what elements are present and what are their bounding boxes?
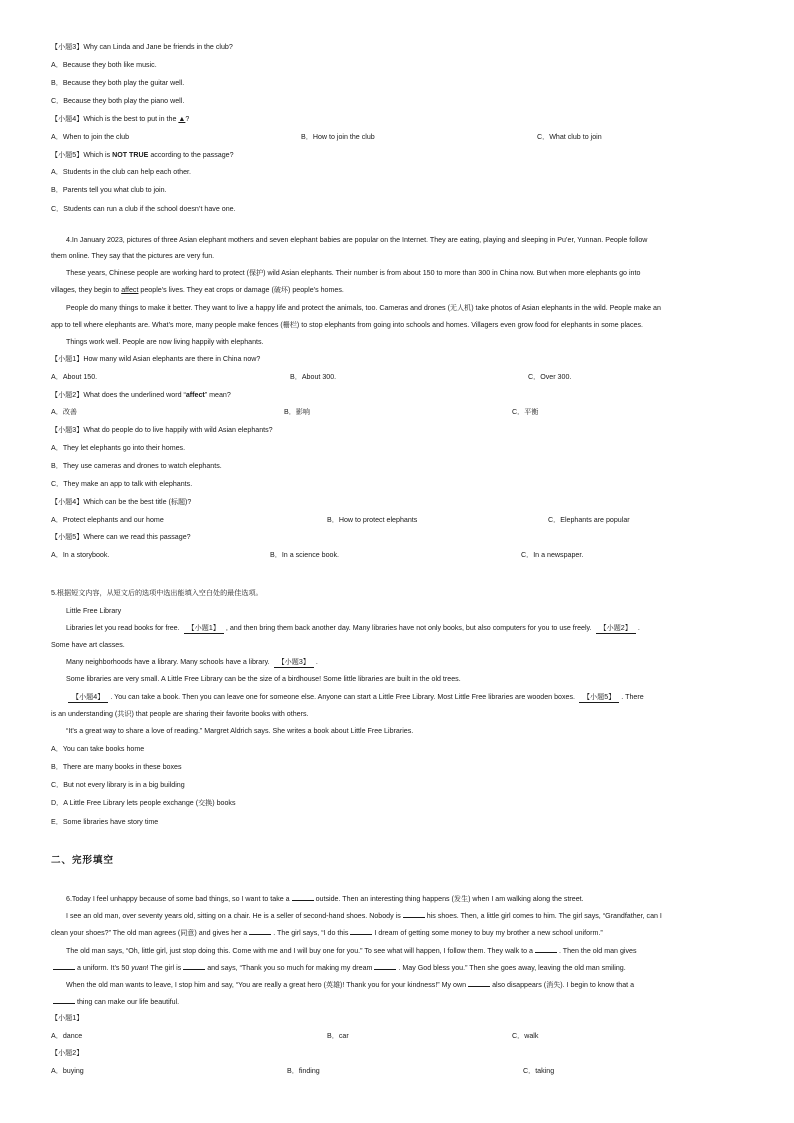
q3-sub4-option-a: A．When to join the club: [51, 133, 130, 141]
q3-sub3-option-a: A．Because they both like music.: [51, 61, 157, 69]
q4-sub5-option-b: B．In a science book.: [270, 551, 340, 559]
q6-passage-line: The old man says, “Oh, little girl, just stop doing this. Come with me and I will buy one for you.” To see what will happen, I follow them. They walk to a . Then the old man gives: [66, 947, 637, 955]
q5-option-e: E．Some libraries have story time: [51, 818, 159, 826]
q6-passage-line: When the old man wants to leave, I stop him and say, “You are really a great hero (英雄)! Thank you for your kindness!” My own also disappears (消失). I begin to know that a: [66, 981, 635, 989]
q5-passage-line: Some libraries are very small. A Little Free Library can be the size of a birdhouse! Some little libraries are built in the old trees.: [66, 675, 461, 683]
q4-passage-line: them online. They say that the pictures are very fun.: [51, 252, 215, 260]
cloze-blank[interactable]: [183, 963, 205, 970]
q4-sub5-question: 【小题5】Where can we read this passage?: [51, 533, 191, 541]
q5-option-c: C．But not every library is in a big building: [51, 781, 185, 789]
q4-sub4-question: 【小题4】Which can be the best title (标题)?: [51, 498, 192, 506]
cloze-blank[interactable]: [350, 928, 372, 935]
q3-sub4-option-c: C．What club to join: [537, 133, 602, 141]
q4-sub4-option-a: A．Protect elephants and our home: [51, 516, 164, 524]
q4-passage-line: These years, Chinese people are working hard to protect (保护) wild Asian elephants. Their number is from about 150 to more than 300 in China now. But when more elephants go into: [66, 269, 641, 277]
q3-sub4-question: 【小题4】Which is the best to put in the ▲?: [51, 115, 190, 123]
q6-sub2-option-a: A．buying: [51, 1067, 84, 1075]
cloze-blank[interactable]: [53, 963, 75, 970]
cloze-blank[interactable]: [374, 963, 396, 970]
q6-sub1-option-b: B．car: [327, 1032, 349, 1040]
cloze-blank[interactable]: [468, 980, 490, 987]
q6-passage-line: clean your shoes?” The old man agrees (同意) and gives her a . The girl says, “I do this I dream of getting some money to buy my brother a new school uniform.”: [51, 929, 603, 937]
q5-passage-title: Little Free Library: [66, 607, 122, 615]
q5-option-d: D．A Little Free Library lets people exchange (交换) books: [51, 799, 236, 807]
q6-sub2-option-b: B．finding: [287, 1067, 320, 1075]
q4-sub5-option-c: C．In a newspaper.: [521, 551, 584, 559]
cloze-blank[interactable]: [292, 894, 314, 901]
q6-sub1-option-a: A．dance: [51, 1032, 83, 1040]
cloze-blank[interactable]: [535, 946, 557, 953]
q4-sub2-option-a: A．改善: [51, 408, 78, 416]
q3-sub5-option-b: B．Parents tell you what club to join.: [51, 186, 167, 194]
q6-passage-line: I see an old man, over seventy years old, sitting on a chair. He is a seller of second-hand shoes. Nobody is his shoes. Then, a little girl comes to him. The girl says, “Grandfather, can I: [66, 912, 662, 920]
q6-sub1-label: 【小题1】: [51, 1014, 84, 1022]
cloze-blank[interactable]: [249, 928, 271, 935]
q4-sub4-option-b: B．How to protect elephants: [327, 516, 418, 524]
q4-sub5-option-a: A．In a storybook.: [51, 551, 110, 559]
gap-1[interactable]: 【小题1】: [184, 624, 224, 634]
q4-passage-line: People do many things to make it better. They want to live a happy life and protect the animals, too. Cameras and drones (无人机) take photos of Asian elephants in the wild. People make an: [66, 304, 661, 312]
q3-sub3-option-b: B．Because they both play the guitar well.: [51, 79, 185, 87]
q4-sub1-question: 【小题1】How many wild Asian elephants are there in China now?: [51, 355, 261, 363]
cloze-blank[interactable]: [403, 911, 425, 918]
q5-passage-line: Many neighborhoods have a library. Many schools have a library. 【小题3】 .: [66, 658, 318, 666]
q4-sub4-option-c: C．Elephants are popular: [548, 516, 630, 524]
gap-4[interactable]: 【小题4】: [68, 693, 108, 703]
gap-5[interactable]: 【小题5】: [579, 693, 619, 703]
q6-sub2-option-c: C．taking: [523, 1067, 555, 1075]
q4-sub2-option-b: B．影响: [284, 408, 311, 416]
q5-passage-line: “It’s a great way to share a love of reading.” Margret Aldrich says. She writes a book about Little Free Libraries.: [66, 727, 414, 735]
q4-sub2-option-c: C．平衡: [512, 408, 539, 416]
q3-sub5-option-c: C．Students can run a club if the school doesn’t have one.: [51, 205, 236, 213]
q3-sub3-question: 【小题3】Why can Linda and Jane be friends in the club?: [51, 43, 233, 51]
q5-passage-line: Libraries let you read books for free. 【小题1】 , and then bring them back another day. Many libraries have not only books, but also computers for you to use freely. 【小题2】 .: [66, 624, 640, 632]
q6-passage-line: thing can make our life beautiful.: [51, 997, 179, 1007]
q4-sub3-option-a: A．They let elephants go into their homes.: [51, 444, 186, 452]
underlined-word: affect: [121, 286, 139, 294]
q5-option-b: B．There are many books in these boxes: [51, 763, 182, 771]
q4-sub3-question: 【小题3】What do people do to live happily with wild Asian elephants?: [51, 426, 273, 434]
q4-passage-line: 4.In January 2023, pictures of three Asian elephant mothers and seven elephant babies are popular on the Internet. They are eating, playing and sleeping in Pu’er, Yunnan. People follow: [66, 236, 648, 244]
q6-passage-line: a uniform. It’s 50 yuan! The girl is and says, “Thank you so much for making my dream . May God bless you.” Then she goes away, leaving the old man smiling.: [51, 963, 626, 973]
q5-option-a: A．You can take books home: [51, 745, 145, 753]
q6-sub2-label: 【小题2】: [51, 1049, 84, 1057]
q4-sub3-option-b: B．They use cameras and drones to watch elephants.: [51, 462, 222, 470]
q4-passage-line: villages, they begin to affect people’s lives. They eat crops or damage (破坏) people’s homes.: [51, 286, 344, 294]
q3-sub3-option-c: C．Because they both play the piano well.: [51, 97, 185, 105]
q5-passage-line: 【小题4】 . You can take a book. Then you can leave one for someone else. Anyone can start a Little Free Library. Most Little Free libraries are wooden boxes. 【小题5】 . There: [66, 693, 644, 703]
gap-2[interactable]: 【小题2】: [596, 624, 636, 634]
q5-passage-line: is an understanding (共识) that people are sharing their favorite books with others.: [51, 710, 309, 718]
q3-sub5-question: 【小题5】Which is NOT TRUE according to the passage?: [51, 151, 234, 159]
cloze-blank[interactable]: [53, 997, 75, 1004]
q5-instructions: 5.根据短文内容，从短文后的选项中选出能填入空白处的最佳选项。: [51, 589, 263, 597]
q4-sub1-option-c: C．Over 300.: [528, 373, 572, 381]
q6-passage-line: 6.Today I feel unhappy because of some bad things, so I want to take a outside. Then an interesting thing happens (发生) when I am walking along the street.: [66, 895, 584, 903]
gap-3[interactable]: 【小题3】: [274, 658, 314, 668]
q3-sub4-option-b: B．How to join the club: [301, 133, 375, 141]
q4-sub1-option-b: B．About 300.: [290, 373, 337, 381]
q4-passage-line: app to tell where elephants are. What’s more, many people make fences (栅栏) to stop elephants from going into schools and homes. Villagers even grow food for elephants in some places.: [51, 321, 643, 329]
q3-sub5-option-a: A．Students in the club can help each other.: [51, 168, 191, 176]
q6-sub1-option-c: C．walk: [512, 1032, 539, 1040]
q5-passage-line: Some have art classes.: [51, 641, 125, 649]
q4-passage-line: Things work well. People are now living happily with elephants.: [66, 338, 264, 346]
q4-sub3-option-c: C．They make an app to talk with elephants.: [51, 480, 193, 488]
triangle-blank-icon: ▲: [178, 115, 186, 123]
q4-sub2-question: 【小题2】What does the underlined word “affect” mean?: [51, 391, 231, 399]
section-heading: 二、完形填空: [51, 855, 115, 866]
q4-sub1-option-a: A．About 150.: [51, 373, 98, 381]
